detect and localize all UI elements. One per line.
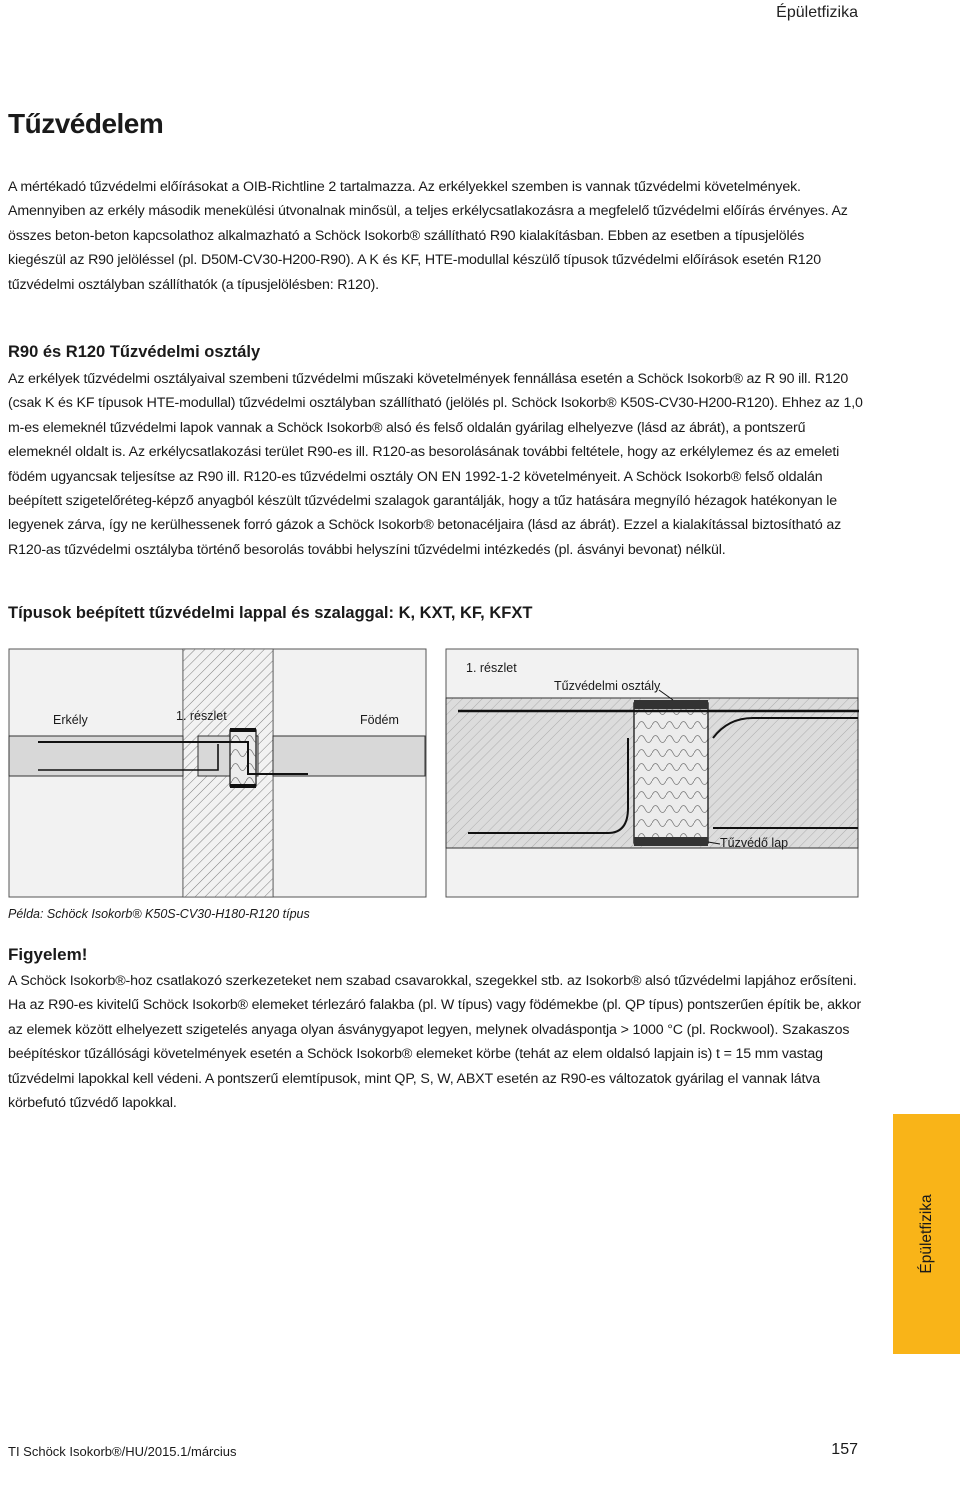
warning-paragraph: A Schöck Isokorb®-hoz csatlakozó szerkezeteket nem szabad csavarokkal, szegekkel stb. az Isokorb® alsó tűzvédelmi lapjához erősíteni. Ha az R90-es kivitelű Schöck Isokorb® elemeket térlezáró falakba (pl. W típus) vagy födémekbe (pl. QP típus) pontszerűen építik be, akkor az elemek között elhelyezett szigetelés anyaga olyan ásványgyapot legyen, melynek olvadáspontja > 1000 °C (pl. Rockwool). Szakaszos beépítéskor tűzállósági követelmények esetén a Schöck Isokorb® elemeket körbe (tehát az elem oldalsó lapjain is) t = 15 mm vastag tűzvédelmi lapokkal kell védeni. A pontszerű elemtípusok, mint QP, S, W, ABXT esetén az R90-es változatok gyárilag el vannak látva körbefutó tűzvédő lapokkal.	[8, 973, 862, 1112]
fire-protection-figure	[8, 648, 859, 898]
label-balcony: Erkély	[53, 713, 88, 727]
r90-paragraph: Az erkélyek tűzvédelmi osztályaival szembeni tűzvédelmi műszaki követelmények fennállása esetén a Schöck Isokorb® az R 90 ill. R120 (csak K és KF típusok HTE-modullal) tűzvédelmi osztályban szállítható (jelölés pl. Schöck Isokorb® K50S-CV30-H200-R120). Ehhez az 1,0 m-es elemeknél tűzvédelmi lapok vannak a Schöck Isokorb® alsó és felső oldalán gyárilag elhelyezve (lásd az ábrát), a pontszerű elemeknél oldalt is. Az erkélycsatlakozási terület R90-es ill. R120-as besorolásának további feltétele, hogy az erkélylemez és az emeleti födém ugyancsak teljesítse az R90 ill. R120-es tűzvédelmi osztály ON EN 1992-1-2 követelményeit. A Schöck Isokorb® felső oldalán beépített szigetelőréteg-képző anyagból készült tűzvédelmi szalagok garantálják, hogy a tűz hatására megnyíló hézagok hatékonyan le legyenek zárva, így ne kerülhessenek forró gázok a Schöck Isokorb® betonacéljaira (lásd az ábrát). Ezzel a kialakítással biztosítható az R120-as tűzvédelmi osztályba történő besorolás további helyszíni tűzvédelmi intézkedés (pl. ásványi bevonat) nélkül.	[8, 371, 863, 558]
footer-document-id: TI Schöck Isokorb®/HU/2015.1/március	[8, 1444, 237, 1459]
label-fire-board: Tűzvédő lap	[720, 836, 789, 850]
side-tab-label: Épületfizika	[917, 1194, 935, 1274]
page-title: Tűzvédelem	[8, 108, 164, 139]
side-chapter-tab	[893, 1114, 960, 1354]
footer-page-number: 157	[831, 1441, 858, 1458]
label-detail-left: 1. részlet	[176, 709, 227, 723]
figure-caption: Példa: Schöck Isokorb® K50S-CV30-H180-R120 típus	[8, 907, 310, 921]
left-detail-drawing	[9, 649, 426, 897]
label-fire-class: Tűzvédelmi osztály	[554, 679, 661, 693]
intro-paragraph: A mértékadó tűzvédelmi előírásokat a OIB-Richtline 2 tartalmazza. Az erkélyekkel szemben is vannak tűzvédelmi követelmények. Amennyiben az erkély második menekülési útvonalnak minősül, a teljes erkélycsatlakozásra a megfelelő tűzvédelmi előírás érvényes. Az összes beton-beton kapcsolathoz alkalmazható a Schöck Isokorb® szállítható R90 kialakításban. Ebben az esetben a típusjelölés kiegészül az R90 jelöléssel (pl. D50M-CV30-H200-R90). A K és KF, HTE-modullal készülő típusok tűzvédelmi előírások esetén R120 tűzvédelmi osztályban szállíthatók (a típusjelölésben: R120).	[8, 179, 848, 293]
r90-heading: R90 és R120 Tűzvédelmi osztály	[8, 343, 261, 361]
warning-heading: Figyelem!	[8, 945, 88, 964]
label-floor: Födém	[360, 713, 399, 727]
header-section-label: Épületfizika	[776, 4, 858, 21]
label-detail-right: 1. részlet	[466, 661, 517, 675]
types-heading: Típusok beépített tűzvédelmi lappal és szalaggal: K, KXT, KF, KFXT	[8, 604, 533, 622]
